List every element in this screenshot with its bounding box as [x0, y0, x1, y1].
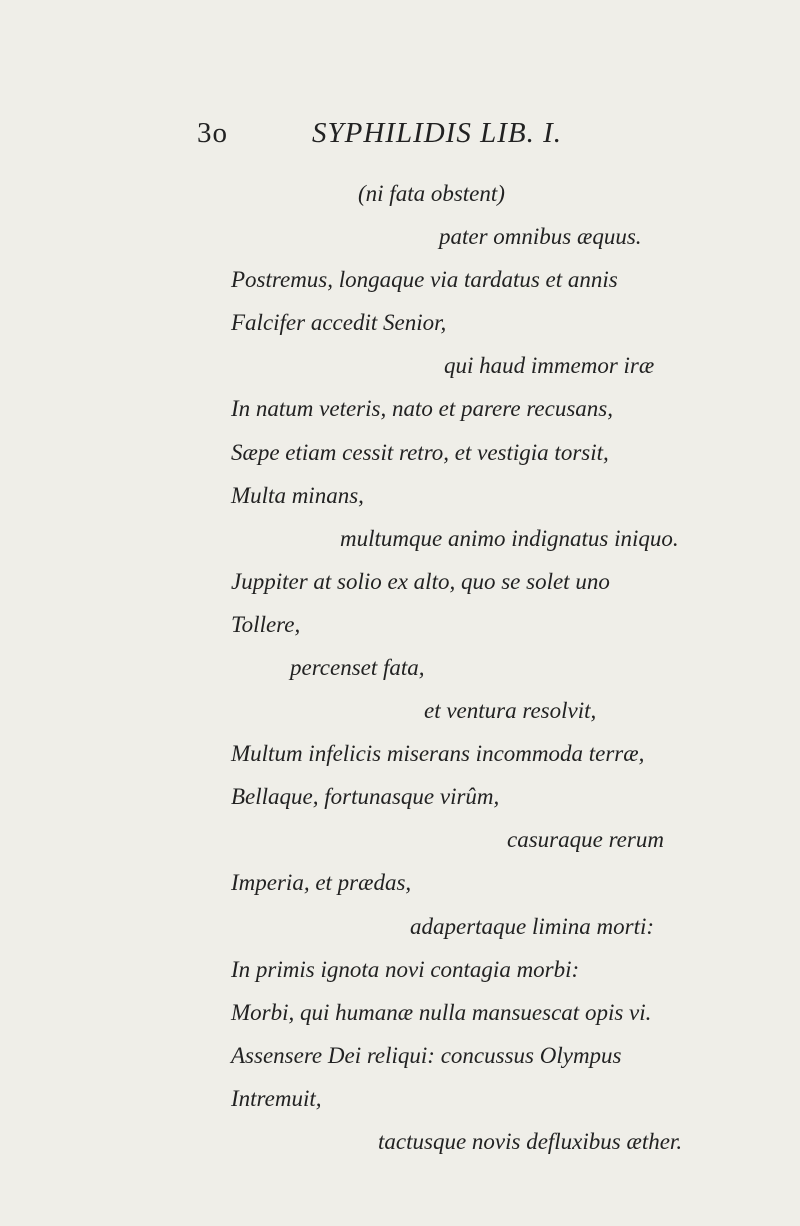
- verse-line: In natum veteris, nato et parere recusans,: [231, 396, 613, 422]
- verse-line: qui haud immemor iræ: [444, 353, 655, 379]
- verse-line: Multa minans,: [231, 482, 364, 508]
- verse-line: Postremus, longaque via tardatus et annis: [231, 267, 618, 293]
- verse-line: Imperia, et prædas,: [231, 870, 412, 896]
- verse-line: Falcifer accedit Senior,: [231, 310, 447, 336]
- verse-line: Tollere,: [231, 611, 301, 637]
- page-number: 3o: [197, 117, 228, 149]
- verse-line: In primis ignota novi contagia morbi:: [231, 956, 580, 982]
- verse-line: Assensere Dei reliqui: concussus Olympus: [231, 1042, 622, 1068]
- verse-line: (ni fata obstent): [358, 181, 505, 206]
- verse-line: adapertaque limina morti:: [410, 913, 655, 939]
- verse-line: Sæpe etiam cessit retro, et vestigia torsit,: [231, 439, 609, 465]
- verse-line: et ventura resolvit,: [424, 698, 597, 724]
- verse-line: percenset fata,: [290, 655, 425, 680]
- verse-line: Bellaque, fortunasque virûm,: [231, 784, 500, 810]
- verse-line: multumque animo indignatus iniquo.: [340, 525, 679, 551]
- verse-line: tactusque novis defluxibus æther.: [378, 1129, 683, 1154]
- verse-line: Juppiter at solio ex alto, quo se solet uno: [231, 568, 610, 594]
- verse-line: Morbi, qui humanæ nulla mansuescat opis vi.: [231, 999, 652, 1025]
- verse-line: Intremuit,: [231, 1085, 322, 1111]
- running-head: SYPHILIDIS LIB. I.: [312, 117, 562, 149]
- verse-line: Multum infelicis miserans incommoda terræ,: [231, 741, 645, 767]
- verse-line: casuraque rerum: [507, 827, 664, 853]
- verse-line: pater omnibus æquus.: [439, 224, 642, 250]
